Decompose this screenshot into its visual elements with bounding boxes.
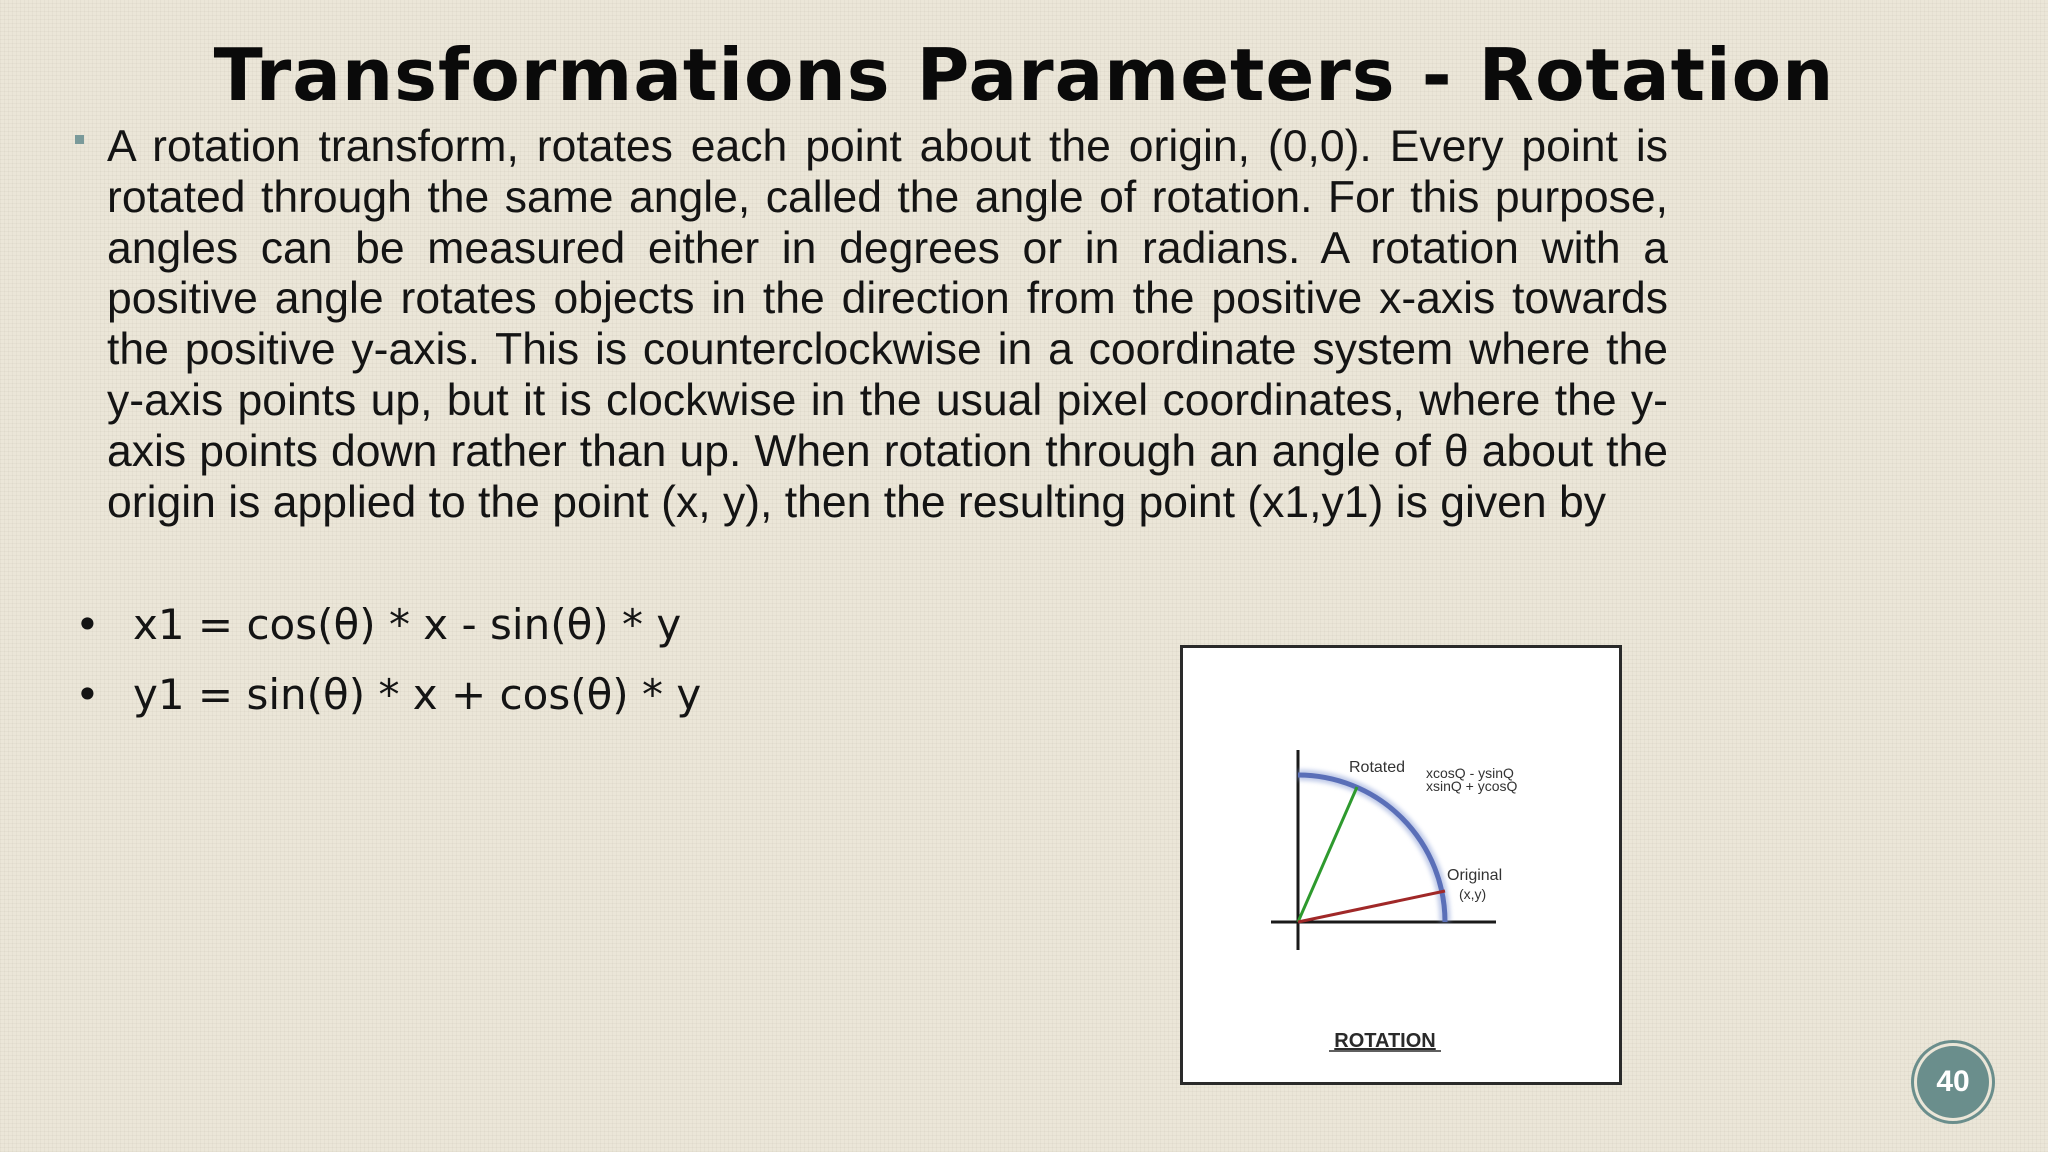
description-paragraph: A rotation transform, rotates each point about the origin, (0,0). Every point is rotated through the same angle, called the angle of rotation. For this purpose, angles can be measured either in degrees or in radians. A rotation with a positive angle rotates objects in the direction from the positive x-axis towards the positive y-axis. This is counterclockwise in a coordinate system where the y-axis points up, but it is clockwise in the usual pixel coordinates, where the y-axis points down rather than up. When rotation through an angle of θ about the origin is applied to the point (x, y), then the resulting point (x1,y1) is given by — [107, 122, 1668, 527]
original-vector — [1298, 891, 1445, 922]
formula-x1 — [75, 595, 681, 655]
slide-title: Transformations Parameters - Rotation — [213, 33, 1835, 117]
rotation-figure — [1180, 645, 1622, 1085]
formula-y1 — [75, 665, 701, 725]
label-rotated: Rotated — [1349, 759, 1406, 776]
label-original: Original — [1447, 867, 1503, 884]
figure-caption: ROTATION — [1334, 1030, 1436, 1052]
rotated-vector — [1298, 787, 1357, 922]
rotated-expression-line1: xcosQ - ysinQ — [1426, 765, 1514, 781]
rotation-arc — [1298, 775, 1445, 922]
page-number-badge: 40 — [1917, 1046, 1989, 1118]
rotation-diagram — [1183, 648, 1619, 1082]
formula-x1-text: x1 = cos(θ) * x - sin(θ) * y — [133, 600, 682, 649]
formula-y1-text: y1 = sin(θ) * x + cos(θ) * y — [133, 670, 702, 719]
rotated-expression-line2: xsinQ + ycosQ — [1426, 778, 1518, 794]
bullet-dot: • — [75, 670, 100, 719]
bullet-dot: • — [75, 600, 100, 649]
original-coordinates: (x,y) — [1459, 886, 1487, 902]
paragraph-bullet — [75, 135, 84, 144]
